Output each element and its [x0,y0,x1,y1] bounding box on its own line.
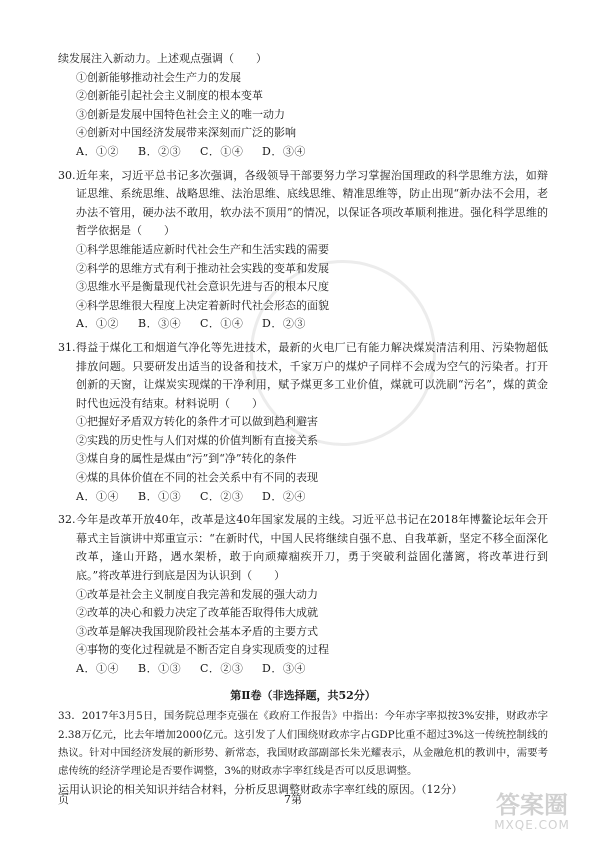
choice-c: C．①④ [200,144,244,158]
option-2: ②创新能引起社会主义制度的根本变革 [76,89,263,103]
page-number: 7第 [284,793,302,806]
choice-c: C．②③ [200,489,244,503]
question-text: 今年是改革开放40年，改革是这40年国家发展的主线。习近平总书记在2018年博鳌论坛年会开幕式主旨演讲中郑重宣示：“在新时代，中国人民将继续自强不息、自我革新，坚定不移全面深化改革，逢山开路，遇水架桥，敢于向顽瘴痼疾开刀，勇于突破利益固化藩篱，将改革进行到底。”将改革进行到底是因为认识到（ ） [76,513,548,583]
option-1: ①改革是社会主义制度自我完善和发展的强大动力 [76,587,318,601]
question-31 [58,339,548,506]
logo-text: 答案圈 [496,791,568,819]
question-prompt: 运用认识论的相关知识并结合材料，分析反思调整财政赤字率红线的原因。（12分） [58,782,463,796]
question-number: 30. [58,168,76,182]
option-3: ③创新是发展中国特色社会主义的唯一动力 [76,107,285,121]
choice-a: A．①④ [76,489,119,503]
option-2: ②实践的历史性与人们对煤的价值判断有直接关系 [76,433,318,447]
choice-d: D．②④ [262,489,306,503]
option-3: ③思维水平是衡量现代社会意识先进与否的根本尺度 [76,280,329,294]
question-32 [58,511,548,678]
site-logo [477,792,587,836]
choice-d: D．③④ [262,144,306,158]
option-3: ③煤自身的属性是煤由“污”到“净”转化的条件 [76,452,297,466]
option-4: ④科学思维很大程度上决定着新时代社会形态的面貌 [76,298,329,312]
option-2: ②改革的决心和毅力决定了改革能否取得伟大成就 [76,606,318,620]
exam-page [58,50,548,799]
question-text: 近年来，习近平总书记多次强调，各级领导干部要努力学习掌握治国理政的科学思维方法，如辩证思维、系统思维、战略思维、法治思维、底线思维、精准思维等，防止出现“新办法不会用，老办法不管用，硬办法不敢用，软办法不顶用”的情况，以保证各项改革顺利推进。强化科学思维的哲学依据是（ ） [76,168,548,238]
answer-choices [58,488,548,507]
option-1: ①科学思维能适应新时代社会生产和生活实践的需要 [76,242,329,256]
question-number: 32. [58,513,76,527]
choice-b: B．②③ [138,144,182,158]
question-29-tail: 续发展注入新动力。上述观点强调（ ） [58,52,267,65]
choice-b: B．③④ [138,317,182,331]
option-3: ③改革是解决我国现阶段社会基本矛盾的主要方式 [76,624,318,638]
choice-c: C．②③ [200,662,244,675]
question-29-continued [58,50,548,162]
answer-choices [58,143,548,162]
option-1: ①把握好矛盾双方转化的条件才可以做到趋利避害 [76,415,318,429]
choice-c: C．①④ [200,317,244,331]
option-4: ④煤的具体价值在不同的社会关系中有不同的表现 [76,471,318,485]
option-1: ①创新能够推动社会生产力的发展 [76,70,241,84]
logo-domain: MXQE.COM [494,818,570,832]
answer-choices [58,660,548,679]
choice-a: A．①④ [76,662,119,675]
footer-left: 页 [58,793,69,806]
choice-b: B．①③ [138,489,182,503]
question-number: 31. [58,340,76,354]
section-title: 第Ⅱ卷（非选择题，共52分） [230,688,376,702]
question-text: 得益于煤化工和烟道气净化等先进技术，最新的火电厂已有能力解决煤炭清洁利用、污染物超低排放问题。只要研发出适当的设备和技术，千家万户的煤炉子同样不会成为空气的污染者。打开创新的天窗，让煤炭实现煤的干净利用，赋予煤更多工业价值，煤就可以洗刷“污名”，煤的黄金时代也远没有结束。材料说明（ ） [76,340,548,410]
option-4: ④事物的变化过程就是不断否定自身实现质变的过程 [76,643,329,657]
question-30 [58,167,548,334]
choice-b: B．①③ [138,662,182,675]
page-footer [58,791,548,809]
question-33 [58,707,548,799]
option-2: ②科学的思维方式有利于推动社会实践的变革和发展 [76,261,329,275]
choice-a: A．①② [76,317,119,331]
choice-d: D．③④ [262,662,306,675]
question-material: 33．2017年3月5日，国务院总理李克强在《政府工作报告》中指出：今年赤字率拟按3%安排，财政赤字2.38万亿元，比去年增加2000亿元。这引发了人们围绕财政赤字占GDP比重不超过3%这一传统控制线的热议。针对中国经济发展的新形势、新常态，我国财政部副部长朱光耀表示，从金融危机的教训中，需要考虑传统的经济学理论是否要作调整，3%的财政赤字率红线是否可以反思调整。 [58,710,548,778]
choice-d: D．②③ [262,317,306,331]
answer-choices [58,315,548,334]
choice-a: A．①② [76,144,119,158]
option-4: ④创新对中国经济发展带来深刻而广泛的影响 [76,126,296,140]
